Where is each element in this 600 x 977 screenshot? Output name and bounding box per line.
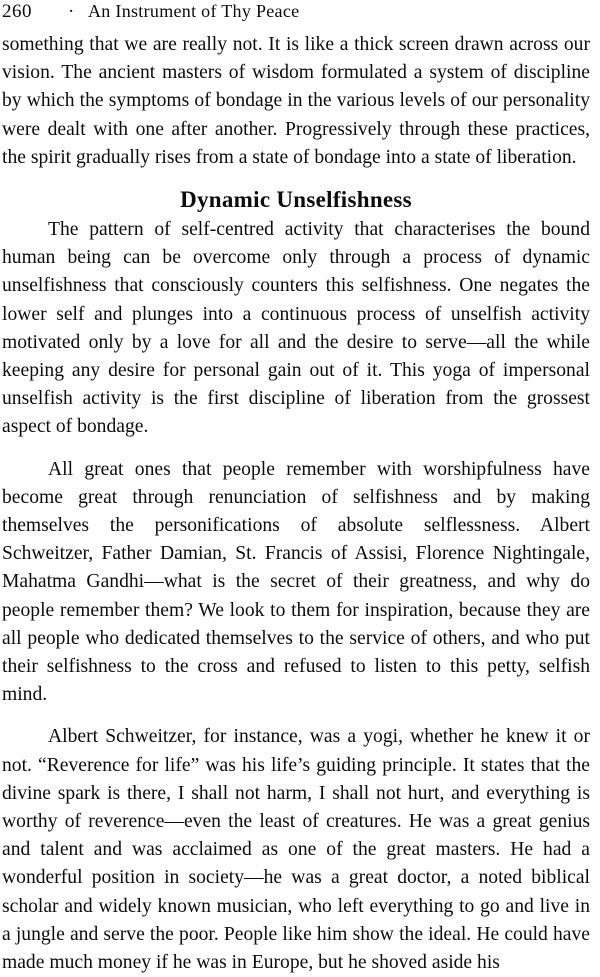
running-head (2, 0, 590, 26)
section-heading: Dynamic Unselfishness (180, 187, 412, 213)
paragraph: The pattern of self-centred activity that characterises the bound human being can be overcome only through a process of dynamic unselfishness that consciously counters this selfishness. One negates the lower self and plunges into a continuous process of unselfish activity motivated only by a love for all and the desire to serve—all the while keeping any desire for personal gain out of it. This yoga of impersonal unselfish activity is the first discipline of liberation from the grossest aspect of bondage. (2, 219, 590, 438)
paragraph: Albert Schweitzer, for instance, was a yogi, whether he knew it or not. “Reverence for life” was his life’s guiding principle. It states that the divine spark is there, I shall not harm, I shall not hurt, and everything is worthy of reverence—even the least of creatures. He was a great genius and talent and was acclaimed as one of the great masters. He had a wonderful position in society—he was a great doctor, a noted biblical scholar and widely known musician, who left everything to go and live in a jungle and serve the poor. People like him show the ideal. He could have made much money if he was in Europe, but he shoved aside his (2, 726, 590, 974)
page-number: 260 (2, 1, 32, 22)
body-text (2, 31, 590, 977)
running-head-title: An Instrument of Thy Peace (88, 1, 300, 21)
running-head-bullet: · (68, 1, 75, 22)
paragraph-continued: something that we are really not. It is like a thick screen drawn across our vision. The ancient masters of wisdom formulated a system of discipline by which the symptoms of bondage in the various levels of our personality were dealt with one after another. Progressively through these practices, the spirit gradually rises from a state of bondage into a state of liberation. (2, 34, 590, 168)
paragraph: All great ones that people remember with worshipfulness have become great through renunciation of selfishness and by making themselves the personifications of absolute selflessness. Albert Schweitzer, Father Damian, St. Francis of Assisi, Florence Nightingale, Mahatma Gandhi—what is the secret of their greatness, and why do people remember them? We look to them for inspiration, because they are all people who dedicated themselves to the service of others, and who put their selfishness to the cross and refused to listen to this petty, selfish mind. (2, 458, 590, 706)
